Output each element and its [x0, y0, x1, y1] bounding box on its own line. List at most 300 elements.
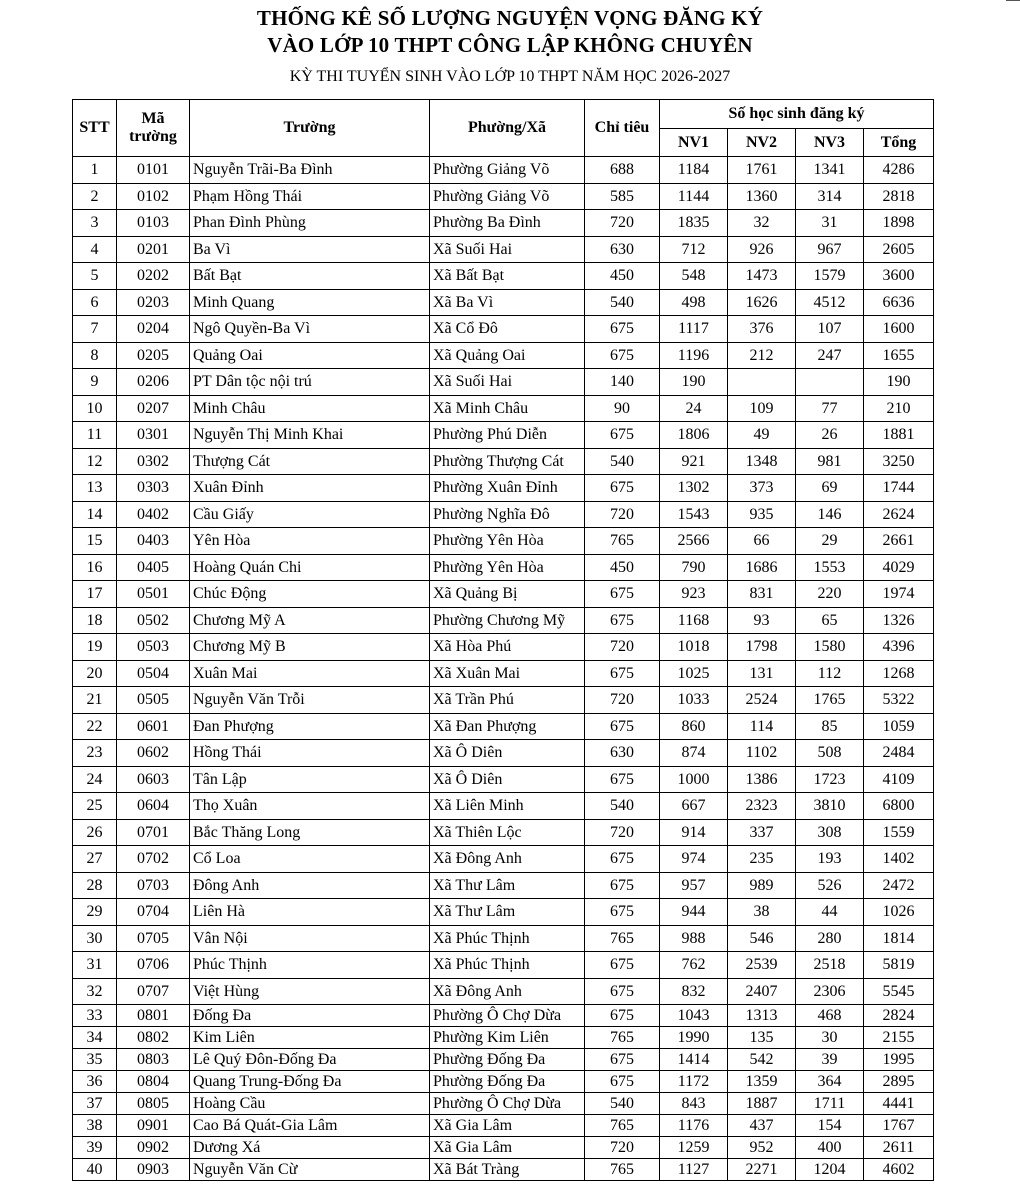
cell-stt: 21	[73, 687, 117, 714]
cell-chi-tieu: 675	[585, 342, 660, 369]
cell-ma-truong: 0203	[117, 289, 190, 316]
table-row	[73, 660, 934, 687]
cell-truong: Minh Châu	[190, 395, 430, 422]
cell-truong: Quang Trung-Đống Đa	[190, 1071, 430, 1093]
cell-nv1: 1025	[660, 660, 728, 687]
cell-stt: 28	[73, 872, 117, 899]
cell-phuong-xa: Xã Đông Anh	[430, 978, 585, 1005]
cell-stt: 22	[73, 713, 117, 740]
cell-nv2: 109	[728, 395, 796, 422]
cell-truong: Bất Bạt	[190, 263, 430, 290]
cell-stt: 10	[73, 395, 117, 422]
cell-tong: 210	[864, 395, 934, 422]
cell-truong: Chúc Động	[190, 581, 430, 608]
cell-chi-tieu: 540	[585, 793, 660, 820]
cell-tong: 1995	[864, 1049, 934, 1071]
cell-ma-truong: 0204	[117, 316, 190, 343]
cell-stt: 14	[73, 501, 117, 528]
cell-nv1: 24	[660, 395, 728, 422]
cell-truong: Yên Hòa	[190, 528, 430, 555]
cell-nv1: 1168	[660, 607, 728, 634]
cell-nv2: 831	[728, 581, 796, 608]
cell-tong: 2484	[864, 740, 934, 767]
cell-tong: 2472	[864, 872, 934, 899]
cell-ma-truong: 0704	[117, 899, 190, 926]
cell-nv2: 542	[728, 1049, 796, 1071]
cell-phuong-xa: Xã Suối Hai	[430, 236, 585, 263]
cell-truong: Quảng Oai	[190, 342, 430, 369]
cell-ma-truong: 0205	[117, 342, 190, 369]
cell-truong: Nguyễn Thị Minh Khai	[190, 422, 430, 449]
cell-stt: 26	[73, 819, 117, 846]
cell-nv1: 1176	[660, 1115, 728, 1137]
cell-tong: 2895	[864, 1071, 934, 1093]
cell-nv2: 1359	[728, 1071, 796, 1093]
cell-stt: 39	[73, 1137, 117, 1159]
cell-tong: 2605	[864, 236, 934, 263]
cell-truong: Phúc Thịnh	[190, 952, 430, 979]
table-row	[73, 1027, 934, 1049]
cell-nv3: 65	[796, 607, 864, 634]
cell-truong: Chương Mỹ B	[190, 634, 430, 661]
cell-truong: Đan Phượng	[190, 713, 430, 740]
cell-chi-tieu: 720	[585, 819, 660, 846]
cell-nv3: 39	[796, 1049, 864, 1071]
cell-stt: 4	[73, 236, 117, 263]
cell-stt: 35	[73, 1049, 117, 1071]
cell-truong: Nguyễn Văn Trỗi	[190, 687, 430, 714]
cell-nv3: 2306	[796, 978, 864, 1005]
cell-nv3: 3810	[796, 793, 864, 820]
cell-stt: 32	[73, 978, 117, 1005]
cell-chi-tieu: 675	[585, 899, 660, 926]
cell-phuong-xa: Phường Yên Hòa	[430, 554, 585, 581]
cell-nv1: 921	[660, 448, 728, 475]
cell-truong: Kim Liên	[190, 1027, 430, 1049]
cell-nv2: 1348	[728, 448, 796, 475]
cell-nv3: 1580	[796, 634, 864, 661]
cell-nv1: 832	[660, 978, 728, 1005]
cell-ma-truong: 0902	[117, 1137, 190, 1159]
cell-nv3: 30	[796, 1027, 864, 1049]
cell-nv1: 1144	[660, 183, 728, 210]
cell-truong: Cầu Giấy	[190, 501, 430, 528]
cell-ma-truong: 0403	[117, 528, 190, 555]
cell-chi-tieu: 675	[585, 1071, 660, 1093]
cell-nv3: 85	[796, 713, 864, 740]
cell-stt: 37	[73, 1093, 117, 1115]
cell-stt: 40	[73, 1159, 117, 1181]
cell-ma-truong: 0703	[117, 872, 190, 899]
cell-stt: 12	[73, 448, 117, 475]
table-row	[73, 263, 934, 290]
table-row	[73, 793, 934, 820]
cell-nv3: 1553	[796, 554, 864, 581]
cell-tong: 1600	[864, 316, 934, 343]
cell-ma-truong: 0706	[117, 952, 190, 979]
cell-nv2: 212	[728, 342, 796, 369]
cell-tong: 4109	[864, 766, 934, 793]
cell-phuong-xa: Xã Phúc Thịnh	[430, 952, 585, 979]
cell-ma-truong: 0202	[117, 263, 190, 290]
cell-nv1: 190	[660, 369, 728, 396]
cell-truong: Nguyễn Trãi-Ba Đình	[190, 157, 430, 184]
cell-tong: 6636	[864, 289, 934, 316]
cell-chi-tieu: 675	[585, 1049, 660, 1071]
cell-nv3: 107	[796, 316, 864, 343]
cell-ma-truong: 0301	[117, 422, 190, 449]
header-nv2: NV2	[728, 129, 796, 157]
cell-nv2: 93	[728, 607, 796, 634]
cell-phuong-xa: Phường Nghĩa Đô	[430, 501, 585, 528]
cell-tong: 1974	[864, 581, 934, 608]
cell-tong: 2155	[864, 1027, 934, 1049]
cell-nv2: 1626	[728, 289, 796, 316]
cell-chi-tieu: 765	[585, 925, 660, 952]
cell-tong: 5545	[864, 978, 934, 1005]
cell-nv3: 2518	[796, 952, 864, 979]
cell-nv2: 2539	[728, 952, 796, 979]
cell-nv2: 2323	[728, 793, 796, 820]
cell-stt: 3	[73, 210, 117, 237]
cell-nv3: 364	[796, 1071, 864, 1093]
cell-ma-truong: 0604	[117, 793, 190, 820]
cell-nv2: 235	[728, 846, 796, 873]
cell-nv2: 2271	[728, 1159, 796, 1181]
cell-truong: Hồng Thái	[190, 740, 430, 767]
cell-nv3: 981	[796, 448, 864, 475]
cell-nv3: 112	[796, 660, 864, 687]
cell-truong: Phạm Hồng Thái	[190, 183, 430, 210]
cell-tong: 1767	[864, 1115, 934, 1137]
cell-stt: 5	[73, 263, 117, 290]
cell-nv1: 1990	[660, 1027, 728, 1049]
cell-nv1: 548	[660, 263, 728, 290]
cell-tong: 4602	[864, 1159, 934, 1181]
cell-nv1: 712	[660, 236, 728, 263]
cell-stt: 16	[73, 554, 117, 581]
table-row	[73, 1093, 934, 1115]
cell-nv1: 1117	[660, 316, 728, 343]
cell-tong: 4286	[864, 157, 934, 184]
cell-stt: 17	[73, 581, 117, 608]
cell-nv2: 926	[728, 236, 796, 263]
table-row	[73, 475, 934, 502]
cell-truong: Nguyễn Văn Cừ	[190, 1159, 430, 1181]
cell-nv3: 1204	[796, 1159, 864, 1181]
cell-nv3: 1765	[796, 687, 864, 714]
table-row	[73, 448, 934, 475]
cell-nv3: 146	[796, 501, 864, 528]
cell-chi-tieu: 140	[585, 369, 660, 396]
cell-phuong-xa: Phường Kim Liên	[430, 1027, 585, 1049]
cell-ma-truong: 0603	[117, 766, 190, 793]
cell-chi-tieu: 765	[585, 1027, 660, 1049]
cell-phuong-xa: Xã Quảng Bị	[430, 581, 585, 608]
cell-truong: Liên Hà	[190, 899, 430, 926]
header-truong: Trường	[190, 100, 430, 157]
cell-tong: 4441	[864, 1093, 934, 1115]
cell-phuong-xa: Phường Ô Chợ Dừa	[430, 1093, 585, 1115]
cell-chi-tieu: 765	[585, 1159, 660, 1181]
cell-ma-truong: 0805	[117, 1093, 190, 1115]
cell-ma-truong: 0405	[117, 554, 190, 581]
cell-tong: 3250	[864, 448, 934, 475]
cell-nv3: 508	[796, 740, 864, 767]
cell-phuong-xa: Xã Gia Lâm	[430, 1115, 585, 1137]
cell-tong: 1268	[864, 660, 934, 687]
cell-ma-truong: 0804	[117, 1071, 190, 1093]
cell-nv2: 437	[728, 1115, 796, 1137]
cell-truong: Tân Lập	[190, 766, 430, 793]
table-row	[73, 819, 934, 846]
table-row	[73, 1071, 934, 1093]
cell-truong: Xuân Đỉnh	[190, 475, 430, 502]
cell-ma-truong: 0501	[117, 581, 190, 608]
cell-truong: PT Dân tộc nội trú	[190, 369, 430, 396]
table-row	[73, 236, 934, 263]
cell-tong: 1898	[864, 210, 934, 237]
header-tong: Tổng	[864, 129, 934, 157]
cell-phuong-xa: Xã Ô Diên	[430, 740, 585, 767]
cell-ma-truong: 0303	[117, 475, 190, 502]
cell-nv3: 314	[796, 183, 864, 210]
cell-phuong-xa: Xã Thư Lâm	[430, 899, 585, 926]
cell-tong: 4396	[864, 634, 934, 661]
header-stt: STT	[73, 100, 117, 157]
table-row	[73, 183, 934, 210]
cell-tong: 5819	[864, 952, 934, 979]
cell-phuong-xa: Xã Minh Châu	[430, 395, 585, 422]
cell-chi-tieu: 720	[585, 501, 660, 528]
cell-chi-tieu: 720	[585, 210, 660, 237]
table-row	[73, 422, 934, 449]
cell-tong: 1655	[864, 342, 934, 369]
cell-ma-truong: 0102	[117, 183, 190, 210]
cell-chi-tieu: 675	[585, 475, 660, 502]
cell-stt: 15	[73, 528, 117, 555]
header-nv3: NV3	[796, 129, 864, 157]
cell-nv1: 498	[660, 289, 728, 316]
cell-nv2: 337	[728, 819, 796, 846]
table-row	[73, 1115, 934, 1137]
cell-nv2: 2524	[728, 687, 796, 714]
cell-truong: Bắc Thăng Long	[190, 819, 430, 846]
cell-nv3: 526	[796, 872, 864, 899]
cell-nv1: 957	[660, 872, 728, 899]
cell-truong: Thọ Xuân	[190, 793, 430, 820]
cell-phuong-xa: Phường Phú Diễn	[430, 422, 585, 449]
cell-nv2: 1102	[728, 740, 796, 767]
table-row	[73, 687, 934, 714]
cell-tong: 190	[864, 369, 934, 396]
table-row	[73, 1137, 934, 1159]
cell-stt: 33	[73, 1005, 117, 1027]
cell-nv2: 546	[728, 925, 796, 952]
cell-phuong-xa: Phường Chương Mỹ	[430, 607, 585, 634]
cell-ma-truong: 0602	[117, 740, 190, 767]
cell-nv2: 38	[728, 899, 796, 926]
cell-phuong-xa: Xã Liên Minh	[430, 793, 585, 820]
cell-chi-tieu: 450	[585, 554, 660, 581]
header-nv1: NV1	[660, 129, 728, 157]
cell-chi-tieu: 540	[585, 1093, 660, 1115]
table-row	[73, 925, 934, 952]
cell-nv2: 32	[728, 210, 796, 237]
cell-chi-tieu: 675	[585, 846, 660, 873]
cell-nv1: 1414	[660, 1049, 728, 1071]
cell-ma-truong: 0903	[117, 1159, 190, 1181]
cell-phuong-xa: Xã Cổ Đô	[430, 316, 585, 343]
cell-nv2: 1798	[728, 634, 796, 661]
table-row	[73, 952, 934, 979]
table-row	[73, 289, 934, 316]
cell-stt: 27	[73, 846, 117, 873]
cell-nv1: 1018	[660, 634, 728, 661]
cell-tong: 2824	[864, 1005, 934, 1027]
cell-nv3: 1341	[796, 157, 864, 184]
cell-phuong-xa: Xã Đan Phượng	[430, 713, 585, 740]
table-row	[73, 316, 934, 343]
cell-stt: 6	[73, 289, 117, 316]
cell-truong: Cổ Loa	[190, 846, 430, 873]
cell-tong: 1026	[864, 899, 934, 926]
registration-table	[72, 99, 934, 1181]
table-row	[73, 713, 934, 740]
cell-stt: 36	[73, 1071, 117, 1093]
cell-phuong-xa: Phường Ba Đình	[430, 210, 585, 237]
cell-ma-truong: 0803	[117, 1049, 190, 1071]
header-group-registered: Số học sinh đăng ký	[660, 100, 934, 129]
cell-ma-truong: 0702	[117, 846, 190, 873]
cell-nv2: 935	[728, 501, 796, 528]
cell-phuong-xa: Xã Đông Anh	[430, 846, 585, 873]
cell-nv3: 1711	[796, 1093, 864, 1115]
cell-nv1: 974	[660, 846, 728, 873]
cell-nv1: 1000	[660, 766, 728, 793]
cell-nv1: 1835	[660, 210, 728, 237]
cell-phuong-xa: Xã Bát Tràng	[430, 1159, 585, 1181]
cell-phuong-xa: Xã Phúc Thịnh	[430, 925, 585, 952]
cell-tong: 2818	[864, 183, 934, 210]
table-row	[73, 528, 934, 555]
cell-nv3: 31	[796, 210, 864, 237]
cell-nv3: 967	[796, 236, 864, 263]
cell-truong: Ba Vì	[190, 236, 430, 263]
cell-nv2: 1686	[728, 554, 796, 581]
cell-nv1: 944	[660, 899, 728, 926]
cell-stt: 25	[73, 793, 117, 820]
cell-chi-tieu: 540	[585, 289, 660, 316]
cell-nv2: 373	[728, 475, 796, 502]
cell-truong: Minh Quang	[190, 289, 430, 316]
cell-nv3: 308	[796, 819, 864, 846]
cell-stt: 38	[73, 1115, 117, 1137]
cell-nv2	[728, 369, 796, 396]
cell-truong: Hoàng Cầu	[190, 1093, 430, 1115]
cell-stt: 34	[73, 1027, 117, 1049]
cell-phuong-xa: Xã Ba Vì	[430, 289, 585, 316]
cell-ma-truong: 0802	[117, 1027, 190, 1049]
cell-ma-truong: 0901	[117, 1115, 190, 1137]
table-row	[73, 501, 934, 528]
cell-nv1: 1127	[660, 1159, 728, 1181]
table-row	[73, 342, 934, 369]
cell-nv2: 952	[728, 1137, 796, 1159]
cell-nv2: 131	[728, 660, 796, 687]
cell-phuong-xa: Phường Đống Đa	[430, 1049, 585, 1071]
cell-truong: Đống Đa	[190, 1005, 430, 1027]
cell-phuong-xa: Phường Đống Đa	[430, 1071, 585, 1093]
cell-chi-tieu: 675	[585, 316, 660, 343]
table-row	[73, 872, 934, 899]
cell-nv3: 69	[796, 475, 864, 502]
document-subtitle: KỲ THI TUYỂN SINH VÀO LỚP 10 THPT NĂM HỌC 2026-2027	[289, 68, 731, 85]
cell-stt: 13	[73, 475, 117, 502]
cell-chi-tieu: 688	[585, 157, 660, 184]
cell-phuong-xa: Xã Thiên Lộc	[430, 819, 585, 846]
table-row	[73, 1049, 934, 1071]
cell-phuong-xa: Phường Giảng Võ	[430, 183, 585, 210]
cell-ma-truong: 0705	[117, 925, 190, 952]
cell-nv3: 26	[796, 422, 864, 449]
cell-phuong-xa: Xã Ô Diên	[430, 766, 585, 793]
cell-truong: Lê Quý Đôn-Đống Đa	[190, 1049, 430, 1071]
cell-nv1: 874	[660, 740, 728, 767]
table-row	[73, 607, 934, 634]
cell-ma-truong: 0101	[117, 157, 190, 184]
cell-chi-tieu: 675	[585, 766, 660, 793]
header-ma-truong: Mã trường	[117, 100, 190, 157]
document-title-line-1: THỐNG KÊ SỐ LƯỢNG NGUYỆN VỌNG ĐĂNG KÝ	[256, 6, 764, 30]
document-title-line-2: VÀO LỚP 10 THPT CÔNG LẬP KHÔNG CHUYÊN	[267, 33, 753, 57]
cell-phuong-xa: Xã Thư Lâm	[430, 872, 585, 899]
cell-nv2: 2407	[728, 978, 796, 1005]
cell-ma-truong: 0801	[117, 1005, 190, 1027]
cell-truong: Hoàng Quán Chi	[190, 554, 430, 581]
cell-nv3: 29	[796, 528, 864, 555]
cell-truong: Đông Anh	[190, 872, 430, 899]
cell-ma-truong: 0601	[117, 713, 190, 740]
cell-chi-tieu: 765	[585, 528, 660, 555]
table-row	[73, 978, 934, 1005]
cell-truong: Vân Nội	[190, 925, 430, 952]
cell-nv3: 220	[796, 581, 864, 608]
cell-phuong-xa: Xã Xuân Mai	[430, 660, 585, 687]
cell-phuong-xa: Phường Yên Hòa	[430, 528, 585, 555]
table-row	[73, 899, 934, 926]
cell-phuong-xa: Phường Giảng Võ	[430, 157, 585, 184]
cell-ma-truong: 0504	[117, 660, 190, 687]
header-phuong-xa: Phường/Xã	[430, 100, 585, 157]
header-chi-tieu: Chỉ tiêu	[585, 100, 660, 157]
cell-nv1: 1806	[660, 422, 728, 449]
cell-tong: 1059	[864, 713, 934, 740]
cell-nv2: 1386	[728, 766, 796, 793]
cell-stt: 19	[73, 634, 117, 661]
cell-nv1: 1302	[660, 475, 728, 502]
cell-phuong-xa: Xã Bất Bạt	[430, 263, 585, 290]
cell-stt: 30	[73, 925, 117, 952]
cell-nv1: 1033	[660, 687, 728, 714]
cell-tong: 1881	[864, 422, 934, 449]
cell-nv1: 843	[660, 1093, 728, 1115]
cell-nv3: 154	[796, 1115, 864, 1137]
cell-chi-tieu: 675	[585, 952, 660, 979]
cell-stt: 11	[73, 422, 117, 449]
cell-nv1: 1259	[660, 1137, 728, 1159]
cell-phuong-xa: Xã Suối Hai	[430, 369, 585, 396]
